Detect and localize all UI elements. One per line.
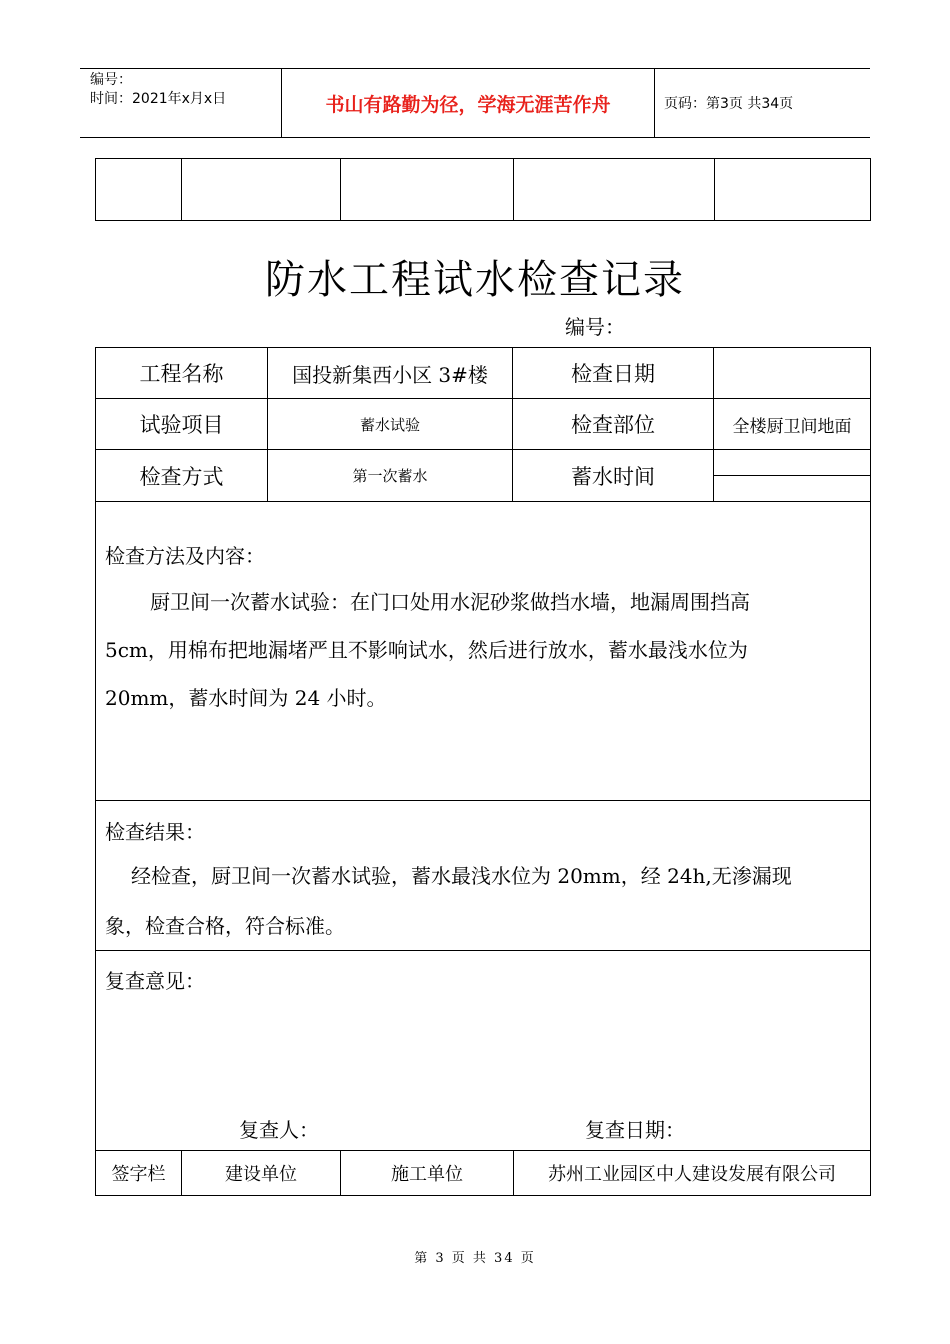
test-item-value: 蓄水试验 <box>268 399 513 450</box>
header-time-label: 时间：2021年x月x日 <box>90 91 227 107</box>
method-section <box>95 500 871 801</box>
company-name: 苏州工业园区中人建设发展有限公司 <box>514 1151 871 1196</box>
storage-time-value <box>714 450 871 502</box>
info-table <box>95 347 871 502</box>
method-line: 厨卫间一次蓄水试验：在门口处用水泥砂浆做挡水墙，地漏周围挡高 <box>150 590 750 614</box>
header-motto: 书山有路勤为径，学海无涯苦作舟 <box>325 93 611 116</box>
check-date-label: 检查日期 <box>513 348 714 399</box>
page-header <box>80 68 870 138</box>
result-line: 象，检查合格，符合标准。 <box>105 914 345 938</box>
owner-unit: 建设单位 <box>182 1151 341 1196</box>
project-name-value: 国投新集西小区 3#楼 <box>268 348 513 399</box>
storage-time-start <box>714 450 870 476</box>
empty-cell <box>96 159 182 221</box>
method-line: 5cm，用棉布把地漏堵严且不影响试水，然后进行放水，蓄水最浅水位为 <box>105 638 748 662</box>
serial-label: 编号： <box>565 315 625 339</box>
page-footer: 第 3 页 共 34 页 <box>414 1251 536 1266</box>
result-heading: 检查结果： <box>105 820 205 844</box>
project-name-label: 工程名称 <box>96 348 268 399</box>
reviewer-label: 复查人： <box>239 1118 319 1142</box>
empty-cell <box>514 159 715 221</box>
check-part-value: 全楼厨卫间地面 <box>714 399 871 450</box>
review-date-label: 复查日期： <box>585 1118 685 1142</box>
review-section <box>95 950 871 1151</box>
check-method-label: 检查方式 <box>96 450 268 502</box>
test-item-label: 试验项目 <box>96 399 268 450</box>
method-heading: 检查方法及内容： <box>105 544 265 568</box>
empty-cell <box>715 159 871 221</box>
empty-cell <box>341 159 514 221</box>
check-date-value <box>714 348 871 399</box>
document-title: 防水工程试水检查记录 <box>265 257 685 303</box>
review-heading: 复查意见： <box>105 969 205 993</box>
signature-label: 签字栏 <box>96 1151 182 1196</box>
header-divider <box>654 69 655 137</box>
empty-top-table <box>95 158 871 221</box>
header-page-info: 页码：第3页 共34页 <box>664 96 794 112</box>
check-part-label: 检查部位 <box>513 399 714 450</box>
signature-table <box>95 1150 871 1196</box>
contractor-unit: 施工单位 <box>341 1151 514 1196</box>
header-serial-label: 编号： <box>90 72 132 88</box>
check-method-value: 第一次蓄水 <box>268 450 513 502</box>
result-section <box>95 800 871 951</box>
storage-time-end <box>714 476 870 501</box>
method-line: 20mm，蓄水时间为 24 小时。 <box>105 686 387 710</box>
header-meta <box>90 71 226 109</box>
empty-cell <box>182 159 341 221</box>
storage-time-label: 蓄水时间 <box>513 450 714 502</box>
result-line: 经检查，厨卫间一次蓄水试验，蓄水最浅水位为 20mm，经 24h,无渗漏现 <box>131 864 792 888</box>
